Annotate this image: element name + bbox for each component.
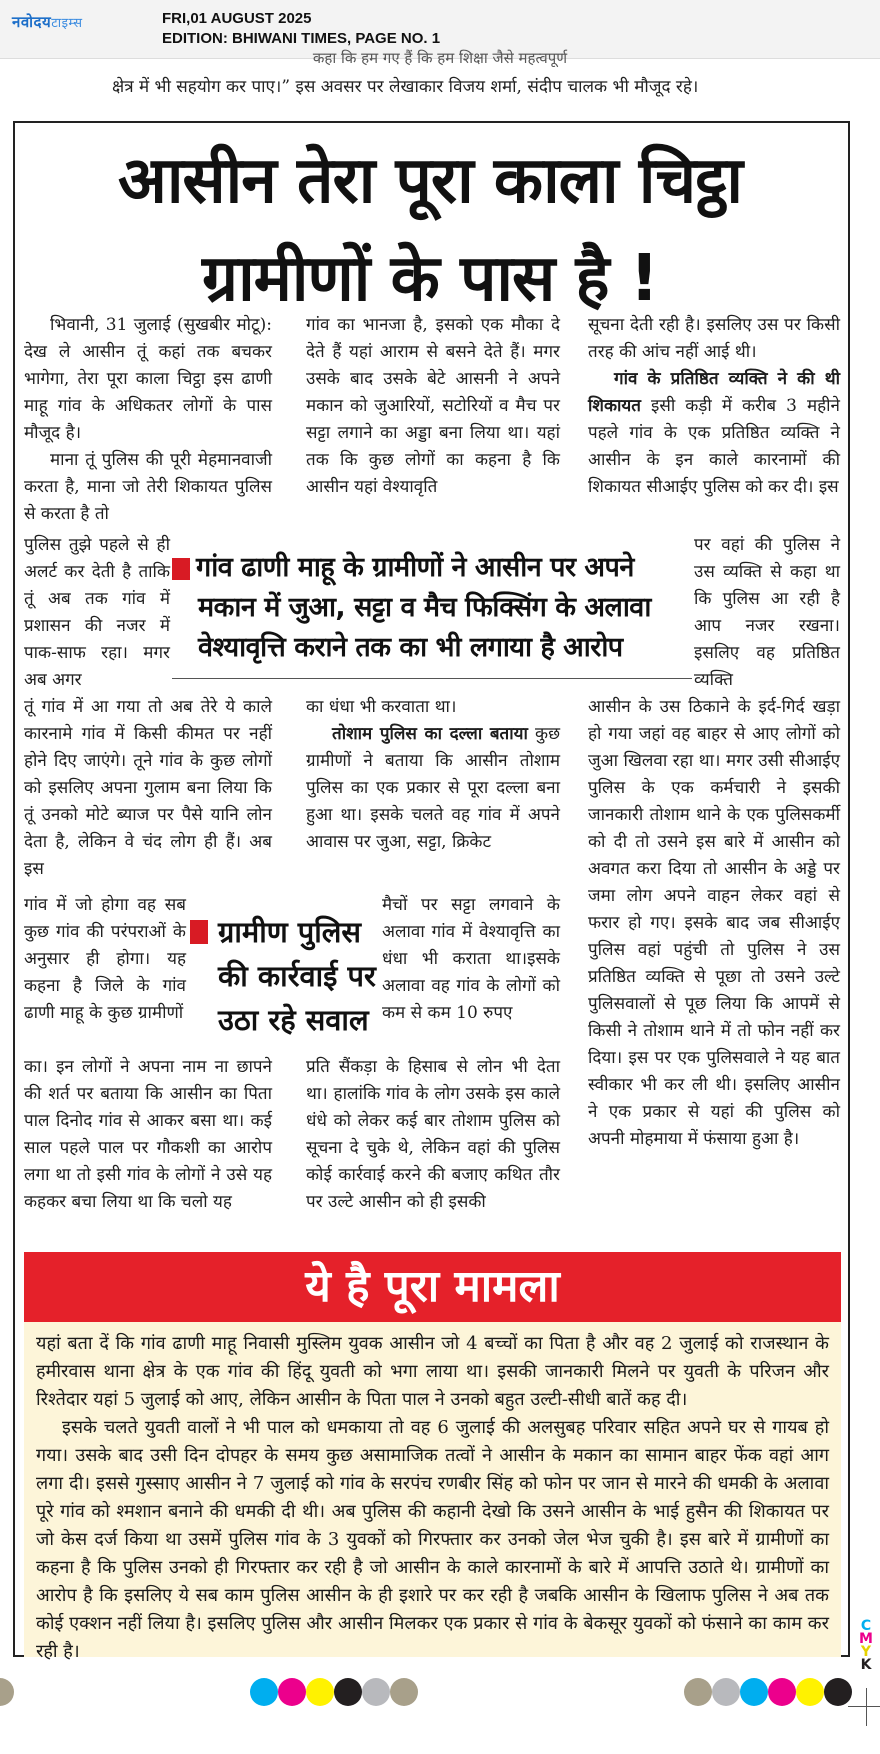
column-1-bottom-c <box>24 1054 272 1216</box>
column-3-text-b: इसी कड़ी में करीब 3 महीने पहले गांव के एक प्रतिष्ठित व्यक्ति ने आसीन के इन काले कारनामों की शिकायत सीआईए पुलिस को कर दी। इस <box>588 396 840 497</box>
column-2-top <box>306 312 560 501</box>
column-2-text-c: मैचों पर सट्टा लगवाने के अलावा गांव में वेश्यावृत्ति का धंधा भी कराता था।इसके अलावा वह गांव के लोगों को कम से कम 10 रुपए <box>382 895 560 1023</box>
column-3-mid <box>694 532 840 694</box>
headline-line-1: आसीन तेरा पूरा काला चिट्ठा <box>117 144 742 218</box>
logo-main-text: नवोदय <box>12 13 52 31</box>
color-swatch <box>768 1678 796 1706</box>
color-swatch <box>796 1678 824 1706</box>
newspaper-logo[interactable] <box>12 12 83 32</box>
column-2-text-b: कुछ ग्रामीणों ने बताया कि आसीन तोशाम पुलिस का एक प्रकार से पूरा दल्ला बना हुआ था। इसके चलते वह गांव में अपने आवास पर जुआ, सट्टा, क्रिकेट <box>306 724 560 852</box>
column-3-text-a: सूचना देती रही है। इसलिए उस पर किसी तरह की आंच नहीं आई थी। <box>588 315 840 362</box>
column-2-text-a: का धंधा भी करवाता था। <box>306 697 457 717</box>
carryover-last-line: क्षेत्र में भी सहयोग कर पाए।” इस अवसर पर लेखाकार विजय शर्मा, संदीप चालक भी मौजूद रहे। <box>112 77 699 97</box>
deck-divider <box>172 678 692 679</box>
column-1-mid-text: पुलिस तुझे पहले से ही अलर्ट कर देती है ताकि तूं अब तक गांव में प्रशासन की नजर में पाक-साफ रहा। मगर अब अगर <box>24 535 170 690</box>
column-3-bottom-text: आसीन के उस ठिकाने के इर्द-गिर्द खड़ा हो गया जहां वह बाहर से आए लोगों को जुआ खिलवा रहा था। मगर उसी सीआईए पुलिस के एक कर्मचारी ने इसकी जानकारी तोशाम थाने के एक पुलिसकर्मी को दी तो उसने इस बारे में आसीन को अवगत करा दिया तो आसीन के अड्डे पर जमा लोग अपने वाहन लेकर वहां से फरार हो गए। इसके बाद जब सीआईए पुलिस वहां पहुंची तो पुलिस ने उस प्रतिष्ठित व्यक्ति से पूछा तो उसने उल्टे पुलिसवालों से पूछ लिया कि आपमें से किसी ने तोशाम थाने में तो फोन नहीं कर दिया। इस पर एक पुलिसवाले ने यह बात स्वीकार भी कर ली थी। इसलिए आसीन ने एक प्रकार से यहां की पुलिस को अपनी मोहमाया में फंसाया हुआ है। <box>588 697 840 1149</box>
column-2-top-text: गांव का भानजा है, इसको एक मौका दे देते हैं यहां आराम से बसने देते हैं। मगर उसके बाद उसके बेटे आसनी ने अपने मकान को जुआरियों, सटोरियों व मैच पर सट्टा लगाने का अड्डा बना लिया था। यहां तक कि कुछ लोगों का कहना है कि आसीन यहां वेश्यावृति <box>306 315 560 497</box>
article-headline <box>20 132 840 328</box>
column-3-top <box>588 312 840 501</box>
color-swatch <box>712 1678 740 1706</box>
deck-text: गांव ढाणी माहू के ग्रामीणों ने आसीन पर अपने मकान में जुआ, सट्टा व मैच फिक्सिंग के अलावा वेश्यावृत्ति कराने तक का भी लगाया है आरोप <box>196 552 651 663</box>
color-swatch <box>390 1678 418 1706</box>
article-deck <box>172 548 692 668</box>
column-3-mid-text: पर वहां की पुलिस ने उस व्यक्ति से कहा था कि पुलिस आ रही है आप नजर रखना। इसलिए वह प्रतिष्ठित व्यक्ति <box>694 535 840 690</box>
column-1-bottom-b <box>24 892 186 1027</box>
crop-mark <box>866 1688 867 1726</box>
column-2-bottom-a <box>306 694 560 856</box>
column-2-bottom-c <box>382 892 560 1027</box>
complaint-subhead: गांव के प्रतिष्ठित व्यक्ति ने की थी शिकायत <box>588 369 840 416</box>
color-swatch <box>278 1678 306 1706</box>
case-paragraph-1: यहां बता दें कि गांव ढाणी माहू निवासी मुस्लिम युवक आसीन जो 4 बच्चों का पिता है और वह 2 जुलाई को राजस्थान के हमीरवास थाना क्षेत्र के एक गांव की हिंदू युवती को भगा लाया था। इसकी जानकारी मिलने पर युवती के परिजन और रिश्तेदार यहां 5 जुलाई को आए, लेकिन आसीन के पिता पाल ने उनको बहुत उल्टी-सीधी बातें कह दी। <box>36 1333 829 1410</box>
column-1-top <box>24 312 272 528</box>
color-swatch <box>362 1678 390 1706</box>
crop-mark <box>848 1706 880 1707</box>
subhead-bullet <box>190 920 208 944</box>
color-swatch <box>684 1678 712 1706</box>
cmyk-label <box>856 1620 876 1672</box>
column-1-paragraph-2: माना तूं पुलिस की पूरी मेहमानवाजी करता है, माना जो तेरी शिकायत पुलिस से करता है तो <box>24 450 272 524</box>
column-2-bottom-d <box>306 1054 560 1216</box>
color-swatch <box>306 1678 334 1706</box>
cmyk-k: K <box>860 1657 872 1673</box>
cmyk-m: M <box>859 1631 873 1647</box>
column-1-bottom-text-b: गांव में जो होगा वह सब कुछ गांव की परंपराओं के अनुसार ही होगा। यह कहना है जिले के गांव ढाणी माहू के कुछ ग्रामीणों <box>24 895 186 1023</box>
cmyk-y: Y <box>860 1644 872 1660</box>
color-swatch <box>824 1678 852 1706</box>
case-box <box>24 1322 841 1662</box>
cmyk-c: C <box>860 1618 872 1634</box>
column-3-bottom <box>588 694 840 1153</box>
color-swatch <box>334 1678 362 1706</box>
toshaam-police-subhead: तोशाम पुलिस का दल्ला बताया <box>332 724 528 744</box>
column-1-mid <box>24 532 170 694</box>
edition-info <box>162 9 440 49</box>
dateline-paragraph: भिवानी, 31 जुलाई (सुखबीर मोटू): देख ले आसीन तूं कहां तक बचकर भागेगा, तेरा पूरा काला चिट्ठा इस ढाणी माहू गांव के अधिकतर लोगों के पास मौजूद है। <box>24 315 272 443</box>
column-2-text-d: प्रति सैंकड़ा के हिसाब से लोन भी देता था। हालांकि गांव के लोग उसके इस काले धंधे को लेकर कई बार तोशाम पुलिस को सूचना दे चुके थे, लेकिन वहां की पुलिस कोई कार्रवाई करने की बजाए कथित तौर पर उल्टे आसीन को ही इसकी <box>306 1057 560 1212</box>
edition-line: EDITION: BHIWANI TIMES, PAGE NO. 1 <box>162 30 441 47</box>
print-color-bar <box>0 1672 880 1712</box>
headline-line-2: ग्रामीणों के पास है ! <box>201 242 658 316</box>
logo-sub-text: टाइम्स <box>51 16 83 31</box>
case-banner: ये है पूरा मामला <box>24 1252 841 1322</box>
color-swatch <box>740 1678 768 1706</box>
rural-police-subhead: ग्रामीण पुलिस की कार्रवाई पर उठा रहे सवाल <box>218 915 376 1037</box>
date-line: FRI,01 AUGUST 2025 <box>162 10 312 27</box>
column-1-bottom-text-a: तूं गांव में आ गया तो अब तेरे ये काले कारनामे गांव में किसी कीमत पर नहीं होने दिए जाएंगे। तूने गांव के कुछ लोगों को इसलिए अपना गुलाम बना लिया कि तूं उनको मोटे ब्याज पर पैसे यानि लोन देता है, लेकिन वे चंद लोग ही हैं। अब इस <box>24 697 272 879</box>
cut-line: कहा कि हम गए हैं कि हम शिक्षा जैसे महत्वपूर्ण <box>312 49 568 67</box>
column-1-bottom-text-c: का। इन लोगों ने अपना नाम ना छापने की शर्त पर बताया कि आसीन का पिता पाल दिनोद गांव से आकर बसा था। कई साल पहले पाल पर गौकशी का आरोप लगा था तो इसी गांव के लोगों ने उसे यह कहकर बचा लिया था कि चलो यह <box>24 1057 272 1212</box>
previous-article-tail <box>0 49 880 108</box>
case-paragraph-2: इसके चलते युवती वालों ने भी पाल को धमकाया तो वह 6 जुलाई की अलसुबह परिवार सहित अपने घर से गायब हो गया। उसके बाद उसी दिन दोपहर के समय कुछ असामाजिक तत्वों ने आसीन के मकान का सामान बाहर फेंक वहां आग लगा दी। इससे गुस्साए आसीन ने 7 जुलाई को गांव के सरपंच रणबीर सिंह को फोन पर जान से मारने की धमकी के अलावा पूरे गांव को श्मशान बनाने की धमकी दी थी। अब पुलिस की कहानी देखो कि उसने आसीन के भाई हुसैन की शिकायत पर जो केस दर्ज किया था उसमें पुलिस गांव के 3 युवकों को गिरफ्तार कर उनको जेल भेज चुकी है। इस बारे में ग्रामीणों का कहना है कि पुलिस उनको ही गिरफ्तार कर रही है जो आसीन के काले कारनामों के बारे में आपत्ति उठाते थे। ग्रामीणों का आरोप है कि इसलिए ये सब काम पुलिस आसीन के ही इशारे पर कर रही है जबकि आसीन के खिलाफ पुलिस ने अब तक कोई एक्शन नहीं लिया है। इसलिए पुलिस और आसीन मिलकर एक प्रकार से गांव के बेकसूर युवकों को फंसाने का काम कर रही है। <box>36 1417 829 1662</box>
color-swatch <box>250 1678 278 1706</box>
column-1-bottom-a <box>24 694 272 883</box>
color-swatch <box>0 1678 14 1706</box>
